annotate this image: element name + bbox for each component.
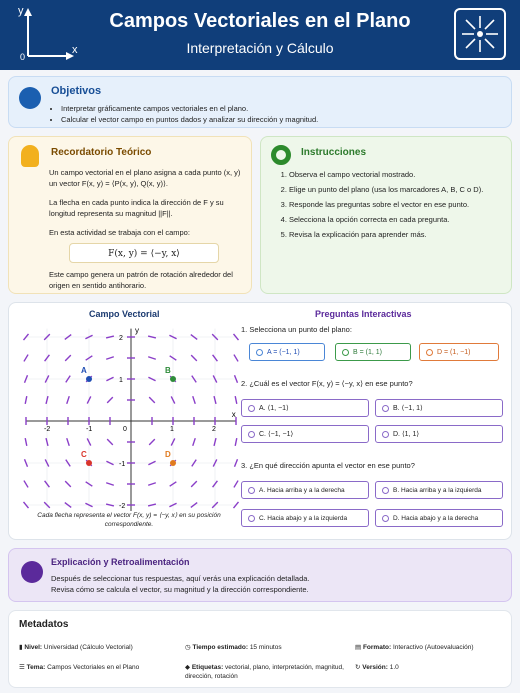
radio-icon (342, 349, 349, 356)
q2-option-c[interactable] (241, 425, 369, 443)
point-label: C (81, 450, 87, 459)
bar-chart-icon: ▮ (19, 644, 25, 651)
field-arrow (107, 439, 113, 445)
field-arrow (24, 355, 28, 362)
instrucciones-list (289, 169, 504, 244)
tick-label: 2 (212, 426, 216, 433)
meta-etiquetas (185, 663, 345, 681)
q2-option-d[interactable] (375, 425, 503, 443)
q2-option-b[interactable] (375, 399, 503, 417)
meta-key: Versión: (362, 664, 388, 671)
instruction-item: 2. Elige un punto del plano (usa los marcadores A, B, C o D). (289, 184, 504, 195)
field-arrow (65, 355, 71, 361)
tick-label: 1 (170, 426, 174, 433)
option-label: B. Hacia arriba y a la izquierda (393, 486, 482, 494)
question-3: 3. ¿En qué dirección apunta el vector en ese punto? (241, 461, 415, 470)
field-arrow (24, 481, 28, 488)
radio-icon (382, 515, 389, 522)
option-label: A. ⟨1, −1⟩ (259, 405, 289, 412)
explicacion-card (8, 548, 512, 602)
tag-icon: ◆ (185, 664, 192, 671)
metadatos-title: Metadatos (19, 619, 69, 630)
field-arrow (234, 355, 238, 362)
recordatorio-p4: Este campo genera un patrón de rotación alrededor del origen en sentido antihorario. (49, 270, 233, 290)
meta-formato (355, 643, 474, 652)
vector-field-plot (21, 321, 241, 511)
field-arrow (106, 483, 114, 486)
radio-icon (248, 431, 255, 438)
point-marker (170, 376, 176, 382)
field-arrow (106, 336, 114, 338)
option-label: C. ⟨−1, −1⟩ (259, 431, 294, 438)
field-arrow (65, 481, 71, 487)
meta-value: vectorial, plano, interpretación, magnitud, dirección, rotación (185, 664, 344, 680)
radio-icon (426, 349, 433, 356)
option-label: D. ⟨1, 1⟩ (393, 431, 420, 438)
recordatorio-p2: La flecha en cada punto indica la dirección de F y su longitud representa su magnitud ||F||. (49, 198, 224, 218)
page-title: Campos Vectoriales en el Plano (109, 10, 411, 32)
option-label: B. ⟨−1, 1⟩ (393, 405, 423, 412)
meta-key: Etiquetas: (191, 664, 224, 671)
meta-key: Tema: (26, 664, 46, 671)
field-arrow (235, 396, 237, 404)
meta-value: Campos Vectoriales en el Plano (47, 664, 140, 671)
field-arrow (214, 396, 216, 404)
option-label: D. Hacia abajo y a la derecha (393, 514, 479, 522)
field-arrow (67, 438, 70, 446)
field-arrow (46, 438, 48, 446)
meta-value: 15 minutos (249, 644, 282, 651)
point-d-button[interactable] (419, 343, 499, 361)
question-1: 1. Selecciona un punto del plano: (241, 325, 352, 334)
field-arrow (193, 438, 196, 446)
recordatorio-p1: Un campo vectorial en el plano asigna a cada punto (x, y) un vector F(x, y) = ⟨P(x, y), Q(x, y)⟩. (49, 168, 241, 188)
vector-field-icon (454, 8, 506, 60)
radio-icon (256, 349, 263, 356)
field-arrow (193, 396, 196, 404)
instruction-item: 4. Selecciona la opción correcta en cada pregunta. (289, 214, 504, 225)
meta-value: 1.0 (389, 664, 399, 671)
field-arrow (148, 357, 156, 360)
meta-key: Formato: (362, 644, 392, 651)
field-arrow (149, 439, 155, 445)
radio-icon (382, 405, 389, 412)
option-label: B = (1, 1) (353, 348, 382, 356)
point-marker (86, 376, 92, 382)
field-arrow (25, 438, 27, 446)
field-arrow (67, 396, 70, 404)
meta-nivel (19, 643, 133, 652)
radio-icon (248, 487, 255, 494)
metadatos-card (8, 610, 512, 688)
field-arrow (107, 397, 113, 403)
tick-label: 1 (119, 377, 123, 384)
field-arrow (234, 481, 238, 488)
graduation-cap-icon (21, 561, 43, 583)
question-2: 2. ¿Cuál es el vector F(x, y) = ⟨−y, x⟩ en ese punto? (241, 379, 413, 388)
radio-icon (382, 487, 389, 494)
instruction-item: 3. Responde las preguntas sobre el vector en ese punto. (289, 199, 504, 210)
radio-icon (248, 515, 255, 522)
field-arrow (106, 504, 114, 506)
point-label: B (165, 366, 171, 375)
tick-label: -1 (86, 426, 93, 433)
lightbulb-icon (21, 145, 39, 167)
meta-tema (19, 663, 139, 672)
campo-title: Campo Vectorial (89, 309, 160, 319)
field-arrow (191, 481, 197, 487)
option-label: C. Hacia abajo y a la izquierda (259, 514, 348, 522)
explicacion-title: Explicación y Retroalimentación (51, 557, 190, 567)
list-icon: ☰ (19, 664, 27, 671)
formula-box (69, 243, 219, 263)
axis-x-label: x (72, 44, 78, 56)
field-arrow (235, 438, 237, 446)
q2-option-a[interactable] (241, 399, 369, 417)
explicacion-p2: Revisa cómo se calcula el vector, su magnitud y la dirección correspondiente. (51, 585, 309, 594)
meta-key: Nivel: (24, 644, 43, 651)
main-panel (8, 302, 512, 540)
point-label: D (165, 450, 171, 459)
objectives-card (8, 76, 512, 128)
axis-origin-label: 0 (20, 52, 26, 62)
tick-label: -1 (119, 461, 126, 468)
tick-label: -2 (44, 426, 51, 433)
meta-key: Tiempo estimado: (192, 644, 248, 651)
explicacion-text (51, 573, 310, 595)
explicacion-p1: Después de seleccionar tus respuestas, aquí verás una explicación detallada. (51, 574, 310, 583)
tick-label: 0 (123, 426, 127, 433)
meta-tiempo (185, 643, 282, 652)
instruction-item: 5. Revisa la explicación para aprender más. (289, 229, 504, 240)
axis-x-label: x (231, 410, 236, 419)
gear-icon (271, 145, 291, 165)
meta-version (355, 663, 399, 672)
target-icon (19, 87, 41, 109)
point-label: A (81, 366, 87, 375)
recordatorio-card (8, 136, 252, 294)
page-subtitle: Interpretación y Cálculo (186, 40, 334, 56)
preguntas-title: Preguntas Interactivas (315, 309, 412, 319)
point-marker (170, 460, 176, 466)
point-a-button[interactable] (249, 343, 325, 361)
field-arrow (214, 438, 216, 446)
field-arrow (46, 396, 48, 404)
q3-option-c[interactable] (241, 509, 369, 527)
q3-option-b[interactable] (375, 481, 503, 499)
instrucciones-card (260, 136, 512, 294)
instruction-item: 1. Observa el campo vectorial mostrado. (289, 169, 504, 180)
option-label: A. Hacia arriba y a la derecha (259, 486, 345, 494)
tick-label: 2 (119, 335, 123, 342)
document-icon: ▤ (355, 644, 363, 651)
clock-icon: ◷ (185, 644, 193, 651)
formula-text: F(x, y) = ⟨−y, x⟩ (108, 249, 180, 259)
q3-option-a[interactable] (241, 481, 369, 499)
refresh-icon: ↻ (355, 664, 363, 671)
tick-label: -2 (119, 503, 126, 510)
field-arrow (148, 504, 156, 506)
field-arrow (25, 396, 27, 404)
recordatorio-p3: En esta actividad se trabaja con el campo: (49, 228, 190, 237)
meta-value: Interactivo (Autoevaluación) (392, 644, 474, 651)
objective-item: • Calcular el vector campo en puntos dados y analizar su dirección y magnitud. (61, 114, 318, 125)
objective-item: • Interpretar gráficamente campos vectoriales en el plano. (61, 103, 318, 114)
axis-y-label: y (135, 325, 139, 335)
field-arrow (191, 355, 197, 361)
radio-icon (382, 431, 389, 438)
field-arrow (149, 397, 155, 403)
instrucciones-title: Instrucciones (301, 147, 367, 158)
point-b-button[interactable] (335, 343, 411, 361)
radio-icon (248, 405, 255, 412)
recordatorio-title: Recordatorio Teórico (51, 147, 152, 158)
field-arrow (148, 336, 156, 338)
q3-option-d[interactable] (375, 509, 503, 527)
field-caption: Cada flecha representa el vector F(x, y) = ⟨−y, x⟩ en su posición correspondiente. (37, 512, 221, 528)
objectives-title: Objetivos (51, 85, 102, 97)
field-arrow (148, 483, 156, 486)
field-arrow (106, 357, 114, 360)
point-marker (86, 460, 92, 466)
page-header (0, 0, 520, 70)
option-label: D = (1, −1) (437, 348, 471, 356)
option-label: A = (−1, 1) (267, 348, 300, 356)
axis-y-label: y (18, 5, 24, 17)
objectives-list (61, 103, 318, 125)
meta-value: Universidad (Cálculo Vectorial) (43, 644, 133, 651)
